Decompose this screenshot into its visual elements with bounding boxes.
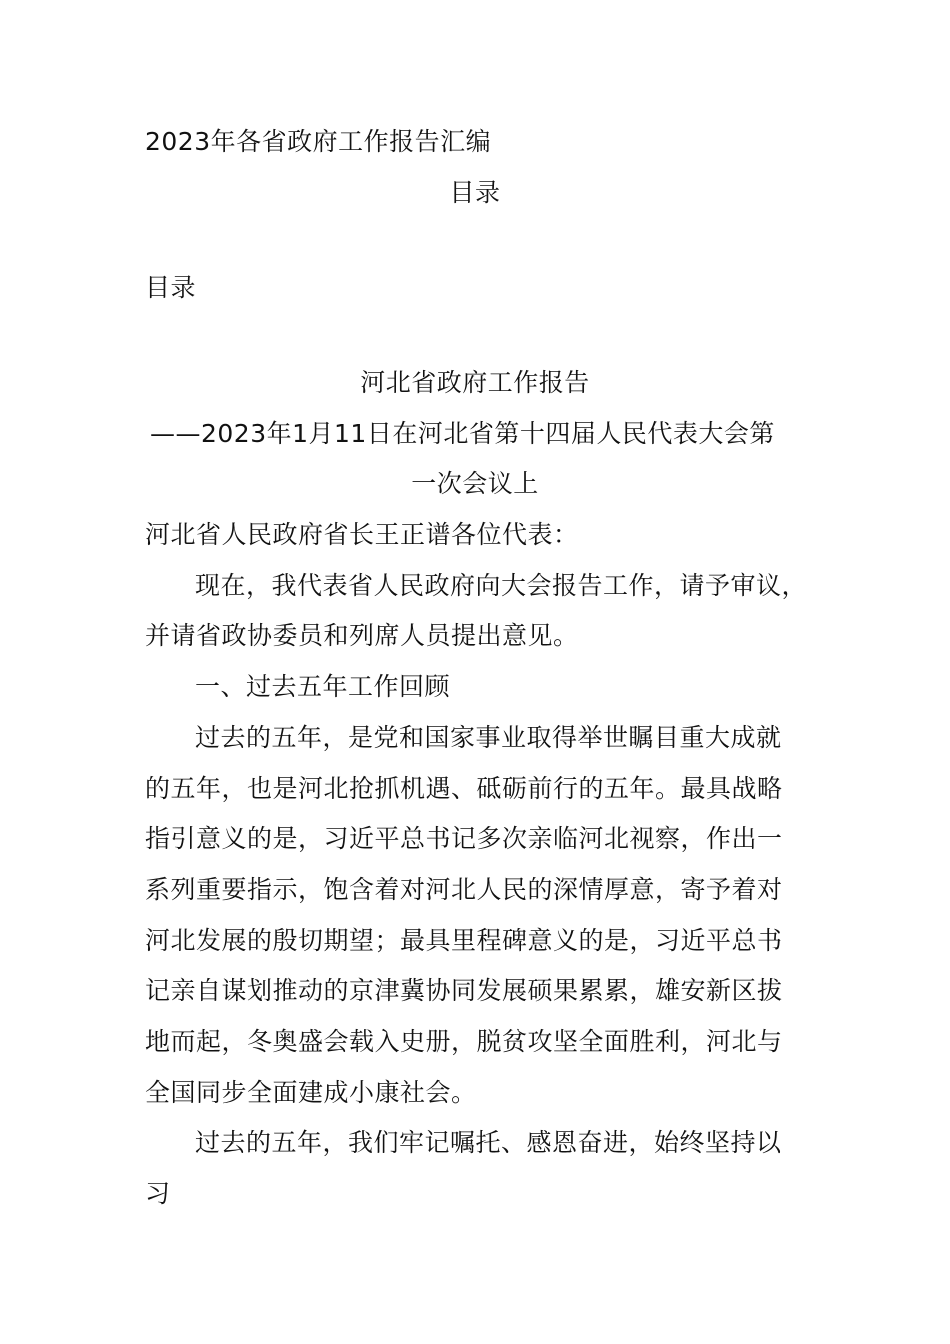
- paragraph-line: 并请省政协委员和列席人员提出意见。: [145, 621, 579, 650]
- paragraph-line: 系列重要指示，饱含着对河北人民的深情厚意，寄予着对: [145, 875, 783, 904]
- toc-heading-left: 目录: [145, 273, 197, 302]
- paragraph-line: 习: [145, 1179, 171, 1208]
- paragraph-line: 现在，我代表省人民政府向大会报告工作，请予审议，: [195, 571, 808, 600]
- paragraph-line: 全国同步全面建成小康社会。: [145, 1078, 477, 1107]
- paragraph-line: 的五年，也是河北抢抓机遇、砥砺前行的五年。最具战略: [145, 774, 783, 803]
- paragraph-line: 记亲自谋划推动的京津冀协同发展硕果累累，雄安新区拔: [145, 976, 783, 1005]
- paragraph-line: 地而起，冬奥盛会载入史册，脱贫攻坚全面胜利，河北与: [145, 1027, 783, 1056]
- document-header-title: 2023年各省政府工作报告汇编: [145, 127, 492, 156]
- paragraph-line: 过去的五年，是党和国家事业取得举世瞩目重大成就: [195, 723, 782, 752]
- report-subtitle-line1: ——2023年1月11日在河北省第十四届人民代表大会第: [150, 419, 775, 448]
- paragraph-line: 指引意义的是，习近平总书记多次亲临河北视察，作出一: [145, 824, 783, 853]
- section-heading: 一、过去五年工作回顾: [195, 672, 451, 701]
- paragraph-line: 过去的五年，我们牢记嘱托、感恩奋进，始终坚持以: [195, 1128, 782, 1157]
- report-subtitle-line2: 一次会议上: [411, 469, 539, 498]
- toc-heading-center: 目录: [449, 178, 501, 207]
- report-speaker-line: 河北省人民政府省长王正谱各位代表：: [145, 520, 579, 549]
- report-title: 河北省政府工作报告: [360, 368, 590, 397]
- paragraph-line: 河北发展的殷切期望；最具里程碑意义的是，习近平总书: [145, 926, 783, 955]
